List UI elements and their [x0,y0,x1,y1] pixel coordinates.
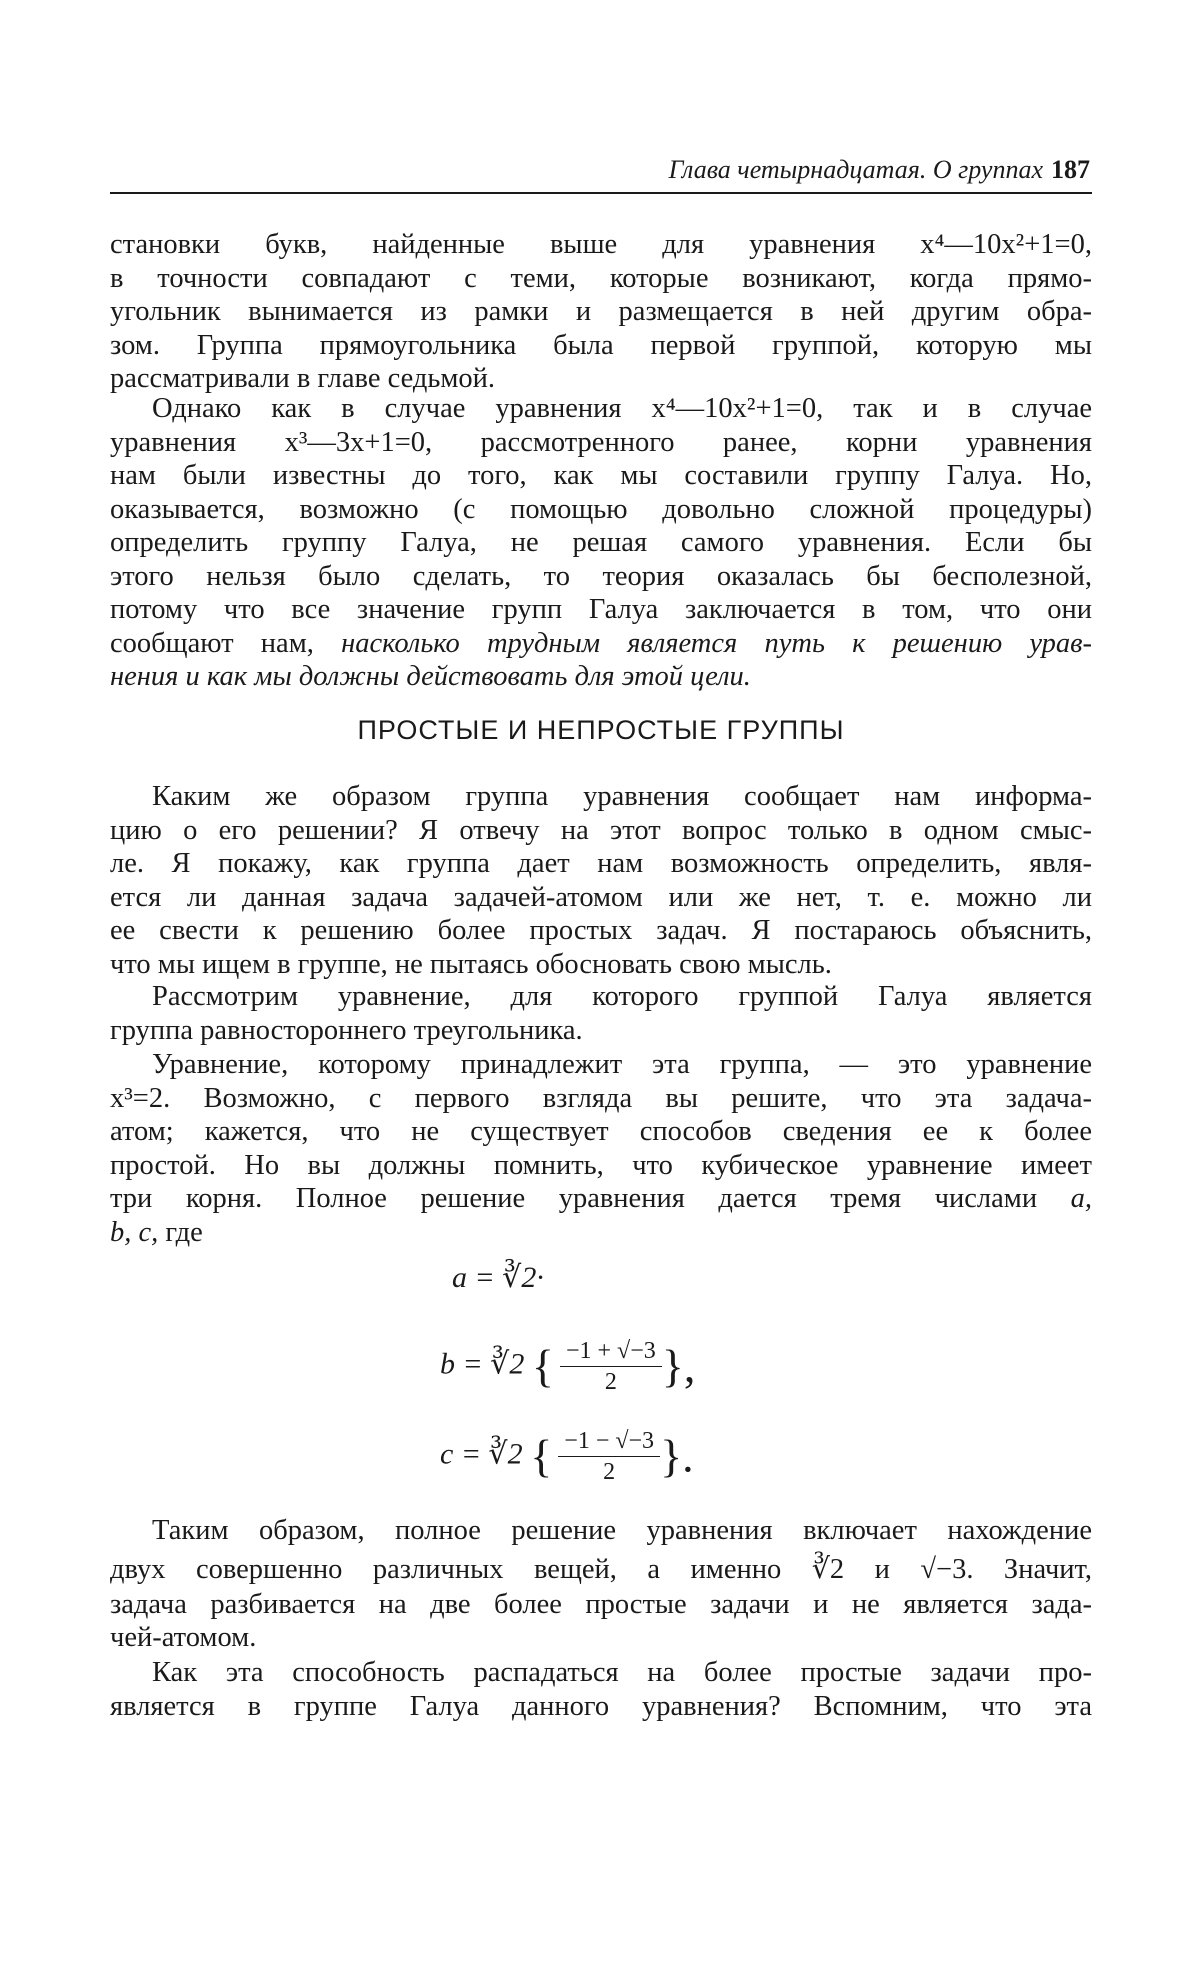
text-line: двух совершенно различных вещей, а именно ∛2 и √−3. Значит, [110,1553,1092,1585]
text-line [110,627,1092,661]
brace-close: }. [660,1430,694,1482]
text-line: угольник вынимается из рамки и размещается в ней другим обра- [110,296,1092,327]
italic-span: b, c, [110,1216,159,1248]
text-line [110,660,1092,694]
paragraph-2 [110,392,1092,694]
text-line: задача разбивается на две более простые задачи и не является зада- [110,1588,1092,1620]
fraction-numerator: −1 − √−3 [558,1426,660,1457]
paragraph-4 [110,980,1092,1047]
text-span: где [158,1216,203,1248]
fraction-numerator: −1 + √−3 [560,1336,662,1367]
page-number: 187 [1051,155,1090,184]
formula-a [452,1258,544,1298]
text-line: ле. Я покажу, как группа дает нам возможность определить, явля- [110,848,1092,879]
text-line: становки букв, найденные выше для уравнения x⁴—10x²+1=0, [110,229,1092,260]
text-line: потому что все значение групп Галуа заключается в том, что они [110,594,1092,625]
text-line: простой. Но вы должны помнить, что кубическое уравнение имеет [110,1149,1092,1181]
text-line: группа равностороннего треугольника. [110,1014,583,1046]
formula-c [440,1426,694,1487]
paragraph-1 [110,228,1092,396]
text-line: рассматривали в главе седьмой. [110,363,496,394]
text-line: Таким образом, полное решение уравнения включает нахождение [152,1515,1092,1546]
paragraph-3 [110,780,1092,981]
text-line: Уравнение, которому принадлежит эта группа, — это уравнение [152,1049,1092,1080]
text-line: оказывается, возможно (с помощью довольно сложной процедуры) [110,493,1092,525]
text-line: уравнения x³—3x+1=0, рассмотренного ранее, корни уравнения [110,426,1092,458]
text-line [110,1182,1092,1216]
brace-open: { [531,1340,554,1392]
text-line [110,1216,1092,1250]
chapter-title: Глава четырнадцатая. О группах [668,155,1043,184]
brace-open: { [530,1430,553,1482]
header-rule [110,192,1092,194]
italic-span: насколько трудным является путь к решению урав- [341,627,1092,659]
formula-b [440,1336,695,1397]
text-line: чей-атомом. [110,1622,257,1653]
text-line: атом; кажется, что не существует способов сведения ее к более [110,1116,1092,1147]
text-line: Как эта способность распадаться на более простые задачи про- [152,1657,1092,1688]
text-line: является в группе Галуа данного уравнения? Вспомним, что эта [110,1690,1092,1722]
paragraph-7 [110,1656,1092,1723]
text-line: ется ли данная задача задачей-атомом или же нет, т. е. можно ли [110,881,1092,913]
brace-close: }, [661,1340,696,1392]
formula-b-lhs: b = ∛2 [440,1347,525,1381]
text-line: в точности совпадают с теми, которые возникают, когда прямо- [110,262,1092,294]
text-line: Однако как в случае уравнения x⁴—10x²+1=0, так и в случае [152,393,1092,424]
section-heading: ПРОСТЫЕ И НЕПРОСТЫЕ ГРУППЫ [357,715,845,745]
formula-a-text: a = ∛2· [452,1261,544,1294]
text-line: этого нельзя было сделать, то теория оказалась бы бесполезной, [110,560,1092,592]
text-line: определить группу Галуа, не решая самого уравнения. Если бы [110,527,1092,558]
text-line: цию о его решении? Я отвечу на этот вопрос только в одном смыс- [110,814,1092,846]
italic-span: a, [1070,1183,1092,1214]
fraction-denominator: 2 [604,1369,617,1395]
text-line: x³=2. Возможно, с первого взгляда вы решите, что эта задача- [110,1082,1092,1114]
text-line: нам были известны до того, как мы составили группу Галуа. Но, [110,460,1092,491]
text-line: Каким же образом группа уравнения сообщает нам информа- [152,781,1092,812]
text-span: три корня. Полное решение уравнения дается тремя числами [110,1183,1071,1214]
fraction-denominator: 2 [603,1459,616,1485]
italic-span: нения и как мы должны действовать для этой цели. [110,661,751,692]
fraction [560,1336,662,1397]
paragraph-6 [110,1514,1092,1655]
text-line: зом. Группа прямоугольника была первой группой, которую мы [110,329,1092,361]
text-line: Рассмотрим уравнение, для которого группой Галуа является [152,981,1092,1012]
fraction [558,1426,660,1487]
text-line: что мы ищем в группе, не пытаясь обосновать свою мысль. [110,948,832,980]
running-header [110,150,1090,190]
text-line: ее свести к решению более простых задач. Я постараюсь объяснить, [110,915,1092,946]
formula-c-lhs: c = ∛2 [440,1437,523,1471]
text-span: сообщают нам, [110,627,342,659]
paragraph-5 [110,1048,1092,1249]
